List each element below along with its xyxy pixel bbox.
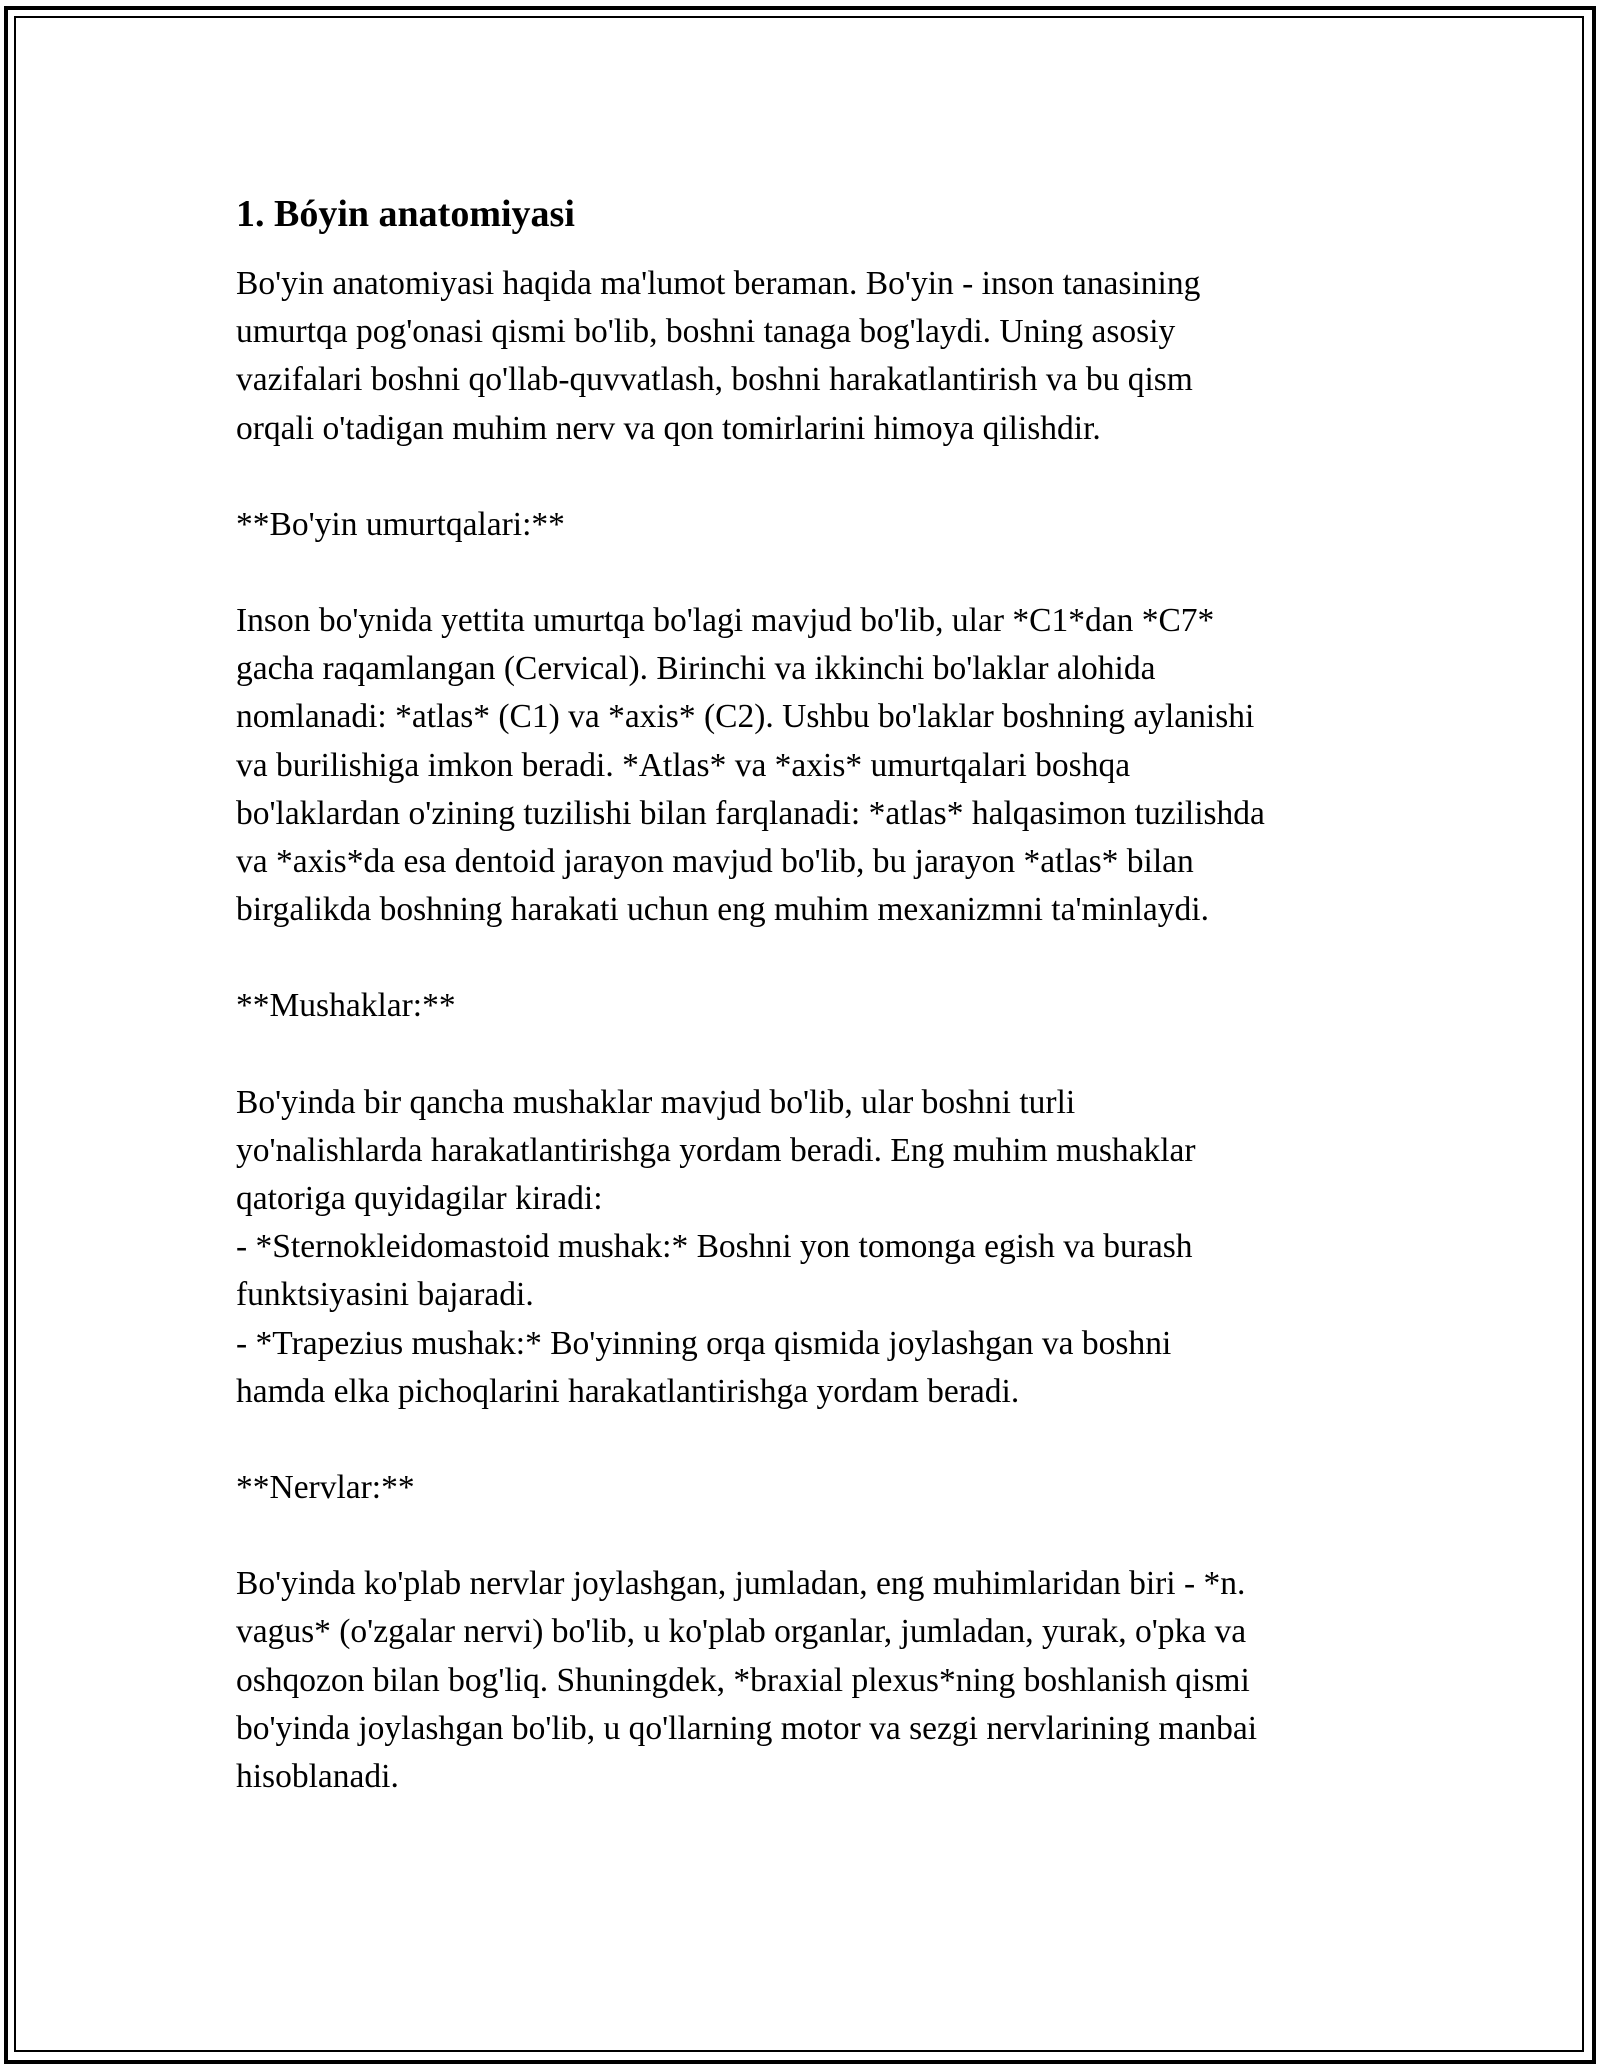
- intro-paragraph: Bo'yin anatomiyasi haqida ma'lumot beraman. Bo'yin - inson tanasining umurtqa pog'onasi qismi bo'lib, boshni tanaga bog'laydi. Uning asosiy vazifalari boshni qo'llab-quvvatlash, boshni harakatlantirish va bu qism orqali o'tadigan muhim nerv va qon tomirlarini himoya qilishdir.: [236, 265, 1201, 447]
- vertebrae-paragraph: Inson bo'ynida yettita umurtqa bo'lagi mavjud bo'lib, ular *C1*dan *C7* gacha raqamlangan (Cervical). Birinchi va ikkinchi bo'laklar alohida nomlanadi: *atlas* (C1) va *axis* (C2). Ushbu bo'laklar boshning aylanishi va burilishiga imkon beradi. *Atlas* va *axis* umurtqalari boshqa bo'laklardan o'zining tuzilishi bilan farqlanadi: *atlas* halqasimon tuzilishda va *axis*da esa dentoid jarayon mavjud bo'lib, bu jarayon *atlas* bilan birgalikda boshning harakati uchun eng muhim mexanizmni ta'minlaydi.: [236, 602, 1265, 929]
- muscles-paragraph: Bo'yinda bir qancha mushaklar mavjud bo'lib, ular boshni turli yo'nalishlarda harakatlantirishga yordam beradi. Eng muhim mushaklar qatoriga quyidagilar kiradi: - *Sternokleidomastoid mushak:* Boshni yon tomonga egish va burash funktsiyasini bajaradi. - *Trapezius mushak:* Bo'yinning orqa qismida joylashgan va boshni hamda elka pichoqlarini harakatlantirishga yordam beradi.: [236, 1083, 1196, 1410]
- section-heading-nerves: **Nervlar:**: [236, 1469, 415, 1507]
- section-heading-vertebrae: **Bo'yin umurtqalari:**: [236, 505, 565, 543]
- nerves-paragraph: Bo'yinda ko'plab nervlar joylashgan, jumladan, eng muhimlaridan biri - *n. vagus* (o'zgalar nervi) bo'lib, u ko'plab organlar, jumladan, yurak, o'pka va oshqozon bilan bog'liq. Shuningdek, *braxial plexus*ning boshlanish qismi bo'yinda joylashgan bo'lib, u qo'llarning motor va sezgi nervlarining manbai hisoblanadi.: [236, 1565, 1258, 1796]
- document-title: 1. Bóyin anatomiyasi: [236, 193, 575, 235]
- document-body: [236, 186, 1376, 1801]
- section-heading-muscles: **Mushaklar:**: [236, 987, 456, 1025]
